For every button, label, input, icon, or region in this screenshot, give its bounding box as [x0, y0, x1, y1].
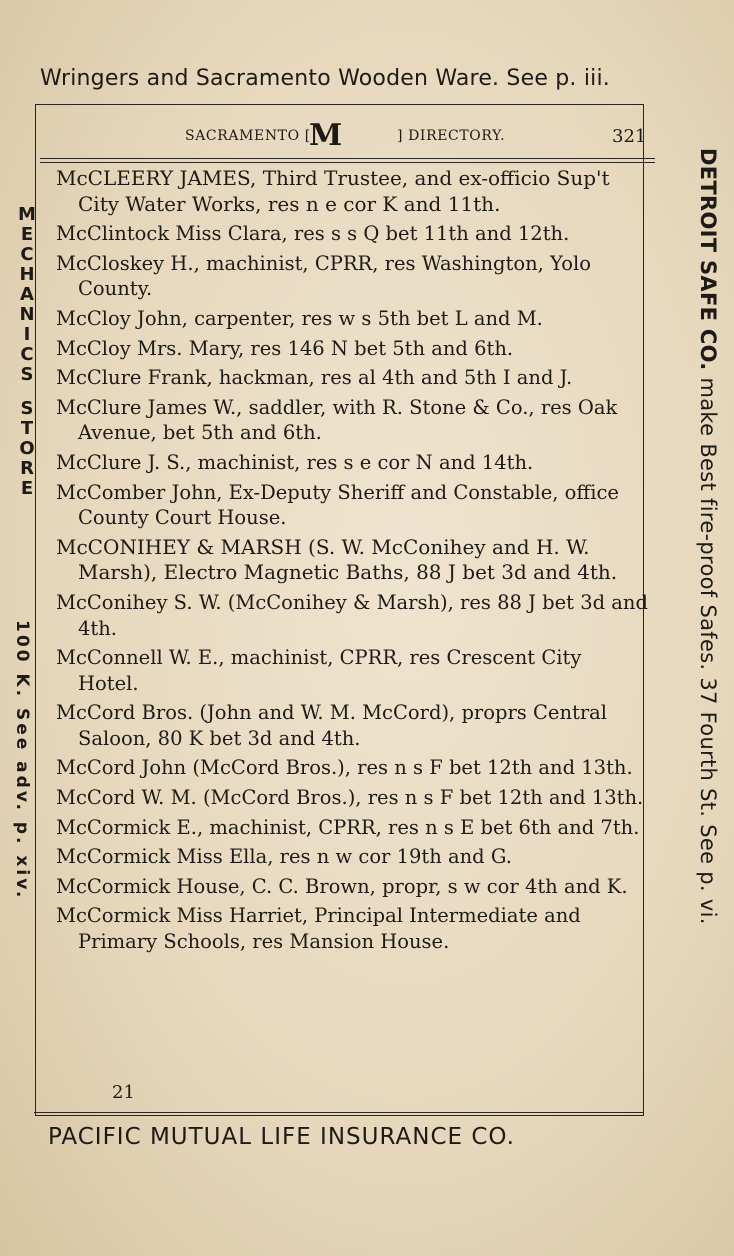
left-ad-letter: C	[20, 344, 34, 365]
signature-mark: 21	[112, 1082, 135, 1103]
left-margin-advertisement	[14, 205, 40, 499]
footer-rule	[34, 1112, 644, 1113]
directory-entry: McCONIHEY & MARSH (S. W. McConihey and H. W. Marsh), Electro Magnetic Baths, 88 J bet 3d and 4th.	[56, 534, 618, 585]
left-ad-letter: E	[20, 224, 34, 245]
directory-entry: McCormick Miss Harriet, Principal Intermediate and Primary Schools, res Mansion House.	[56, 904, 581, 954]
directory-entry: McCord Bros. (John and W. M. McCord), proprs Central Saloon, 80 K bet 3d and 4th.	[56, 701, 608, 750]
right-margin-text	[690, 148, 720, 1098]
header-rule	[40, 158, 655, 159]
directory-entry: McCormick House, C. C. Brown, propr, s w cor 4th and K.	[56, 874, 628, 898]
directory-entry: McCormick E., machinist, CPRR, res n s E bet 6th and 7th.	[56, 815, 640, 839]
left-ad-letter	[14, 385, 40, 399]
directory-entry: McCloy Mrs. Mary, res 146 N bet 5th and 6th.	[56, 336, 514, 360]
directory-entry: McComber John, Ex-Deputy Sheriff and Constable, office County Court House.	[56, 480, 619, 530]
running-head-city: SACRAMENTO [	[185, 128, 311, 144]
directory-entry: McConihey S. W. (McConihey & Marsh), res 88 J bet 3d and 4th.	[56, 590, 648, 640]
left-ad-letter: N	[19, 304, 35, 325]
left-ad-letter: H	[19, 264, 35, 285]
running-head-title: ] DIRECTORY.	[397, 128, 506, 144]
directory-entry: McConnell W. E., machinist, CPRR, res Crescent City Hotel.	[56, 646, 582, 695]
top-advertisement: Wringers and Sacramento Wooden Ware. See p. iii.	[40, 66, 610, 91]
directory-entry: McClure James W., saddler, with R. Stone & Co., res Oak Avenue, bet 5th and 6th.	[56, 395, 618, 445]
running-head-letter: M	[309, 118, 343, 153]
bottom-advertisement: PACIFIC MUTUAL LIFE INSURANCE CO.	[48, 1124, 515, 1150]
left-ad-letter: I	[23, 324, 31, 345]
left-ad-letter: T	[20, 418, 34, 439]
running-head	[40, 118, 646, 158]
directory-entry: McCloskey H., machinist, CPRR, res Washington, Yolo County.	[56, 251, 591, 301]
directory-entry: McClure Frank, hackman, res al 4th and 5th I and J.	[56, 366, 573, 390]
directory-entry: McCLEERY JAMES, Third Trustee, and ex-officio Sup't City Water Works, res n e cor K and 11th.	[56, 166, 610, 216]
left-margin-rotated-text: 100 K. See adv. p. xiv.	[12, 620, 32, 901]
left-ad-letter: S	[20, 398, 34, 419]
directory-entry: McClure J. S., machinist, res s e cor N and 14th.	[56, 450, 534, 474]
header-rule-thin	[40, 162, 655, 163]
left-ad-letter: M	[18, 204, 36, 225]
directory-entry: McCord W. M. (McCord Bros.), res n s F bet 12th and 13th.	[56, 786, 644, 810]
directory-entry: McClintock Miss Clara, res s s Q bet 11th and 12th.	[56, 222, 570, 246]
left-ad-letter: C	[20, 244, 34, 265]
right-margin-advertisement	[690, 148, 720, 1098]
left-ad-letter: S	[20, 364, 34, 385]
directory-entry: McCloy John, carpenter, res w s 5th bet L and M.	[56, 306, 543, 330]
directory-entries	[56, 166, 648, 959]
right-ad-company: DETROIT SAFE CO.	[696, 148, 720, 371]
directory-entry: McCormick Miss Ella, res n w cor 19th and G.	[56, 845, 512, 869]
left-ad-letter: E	[20, 478, 34, 499]
page-number: 321	[612, 126, 647, 147]
directory-entry: McCord John (McCord Bros.), res n s F bet 12th and 13th.	[56, 756, 633, 780]
left-ad-letter: R	[20, 458, 34, 479]
right-ad-details: make Best fire-proof Safes. 37 Fourth St. See p. vi.	[696, 370, 720, 925]
left-ad-letter: A	[20, 284, 34, 305]
left-ad-letter: O	[19, 438, 35, 459]
